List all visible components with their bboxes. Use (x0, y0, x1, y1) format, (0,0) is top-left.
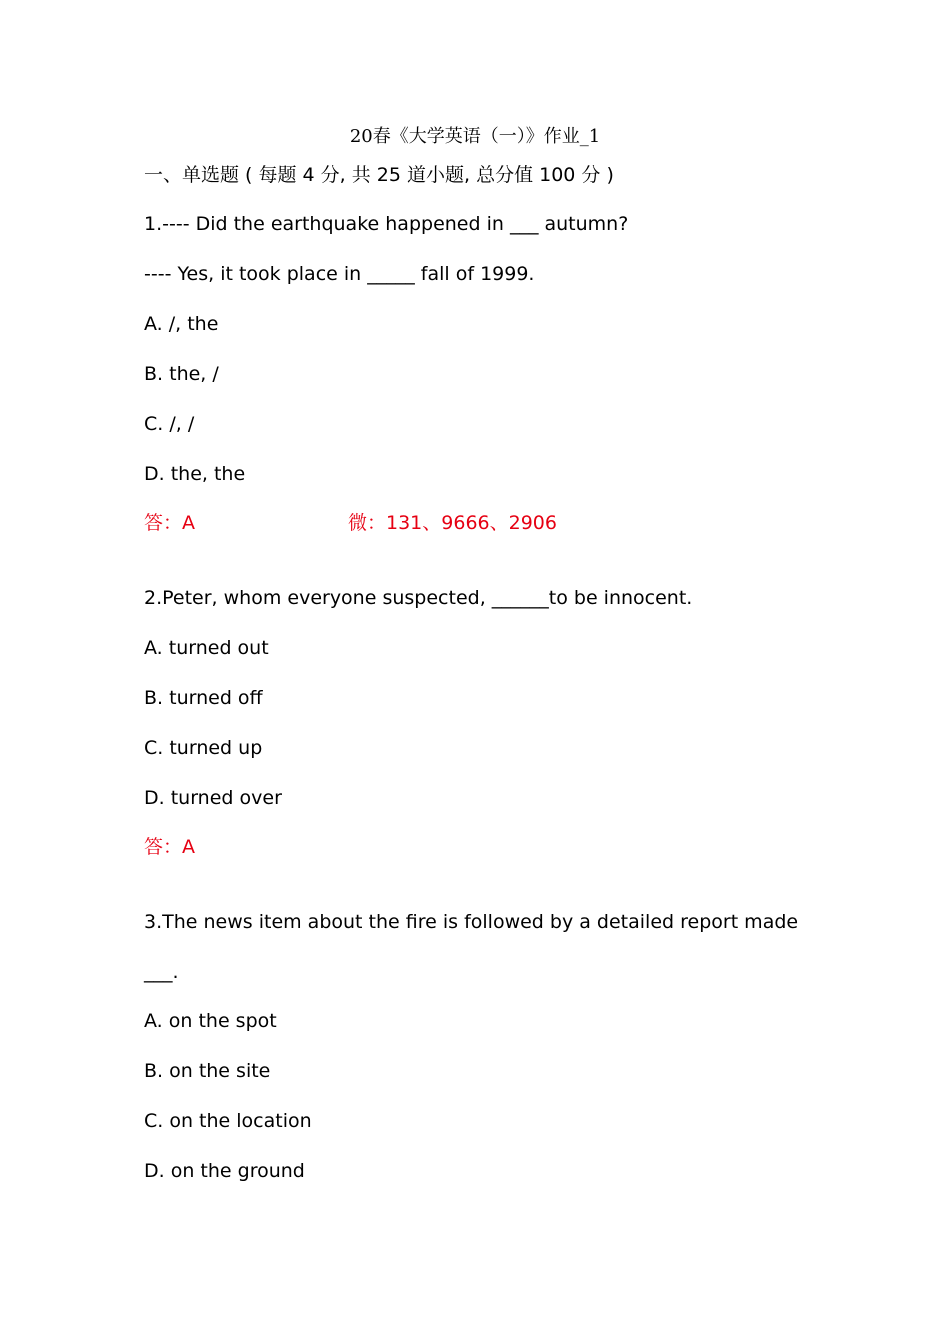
section-heading: 一、单选题 ( 每题 4 分, 共 25 道小题, 总分值 100 分 ) (144, 164, 614, 186)
question-3-option-b: B. on the site (144, 1060, 271, 1082)
question-1-option-d: D. the, the (144, 463, 246, 485)
document-title: 20春《大学英语（一）》作业_1 (349, 126, 601, 147)
question-2-option-b: B. turned off (144, 687, 263, 709)
question-2-option-d: D. turned over (144, 787, 282, 809)
question-3-text-line-2: ___. (144, 961, 179, 983)
question-2-text: 2.Peter, whom everyone suspected, ______to be innocent. (144, 587, 693, 609)
contact-note: 微：131、9666、2906 (348, 512, 557, 534)
question-2-option-c: C. turned up (144, 737, 263, 759)
question-1-text: 1.---- Did the earthquake happened in ___ autumn? (144, 213, 629, 235)
question-1-option-a: A. /, the (144, 313, 219, 335)
question-1-answer: 答：A (144, 512, 195, 534)
question-3-option-d: D. on the ground (144, 1160, 305, 1182)
question-1-option-b: B. the, / (144, 363, 219, 385)
question-2-answer: 答：A (144, 836, 195, 858)
question-3-option-c: C. on the location (144, 1110, 312, 1132)
question-1-text-line-2: ---- Yes, it took place in _____ fall of 1999. (144, 263, 535, 285)
question-2-option-a: A. turned out (144, 637, 269, 659)
question-1-option-c: C. /, / (144, 413, 195, 435)
question-3-option-a: A. on the spot (144, 1010, 277, 1032)
question-3-text: 3.The news item about the fire is followed by a detailed report made (144, 911, 799, 933)
